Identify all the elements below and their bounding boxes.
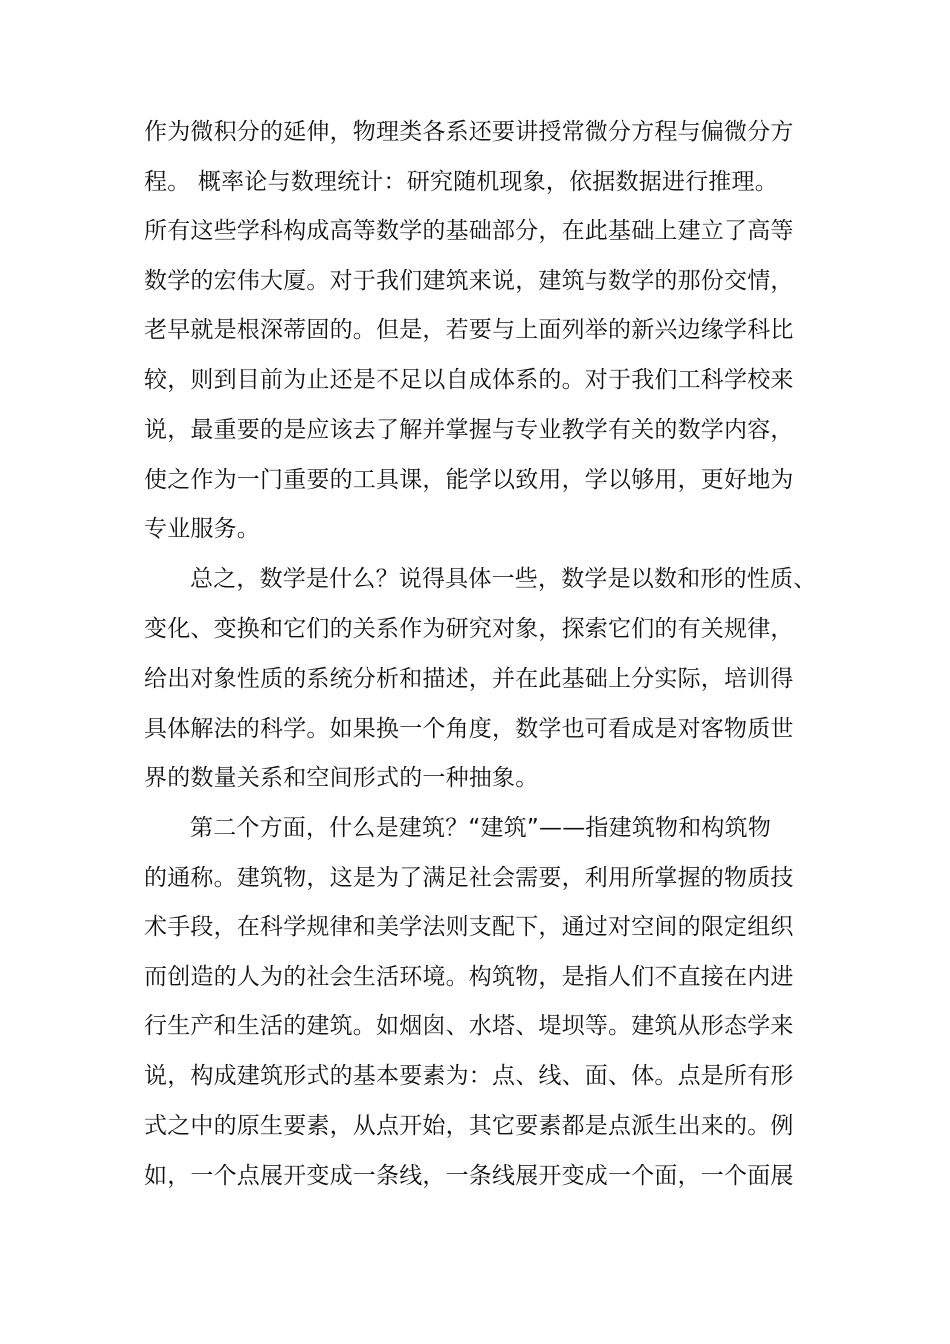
text-line: 界的数量关系和空间形式的一种抽象。 — [144, 765, 539, 791]
text-line: 说，构成建筑形式的基本要素为：点、线、面、体。点是所有形 — [144, 1063, 794, 1089]
text-line: 的通称。建筑物，这是为了满足社会需要，利用所掌握的物质技 — [144, 865, 794, 891]
text-line: 行生产和生活的建筑。如烟囱、水塔、堤坝等。建筑从形态学来 — [144, 1013, 794, 1039]
text-line: 具体解法的科学。如果换一个角度，数学也可看成是对客物质世 — [144, 716, 794, 742]
text-line: 变化、变换和它们的关系作为研究对象，探索它们的有关规律， — [144, 616, 794, 642]
text-line: 术手段，在科学规律和美学法则支配下，通过对空间的限定组织 — [144, 914, 794, 940]
paragraph-first-line: 第二个方面，什么是建筑？“建筑”——指建筑物和构筑物 — [190, 815, 772, 841]
text-line: 数学的宏伟大厦。对于我们建筑来说，建筑与数学的那份交情， — [144, 268, 794, 294]
text-line: 给出对象性质的系统分析和描述，并在此基础上分实际，培训得 — [144, 666, 794, 692]
text-line: 专业服务。 — [144, 516, 260, 542]
text-line: 说，最重要的是应该去了解并掌握与专业教学有关的数学内容， — [144, 417, 794, 443]
text-line: 式之中的原生要素，从点开始，其它要素都是点派生出来的。例 — [144, 1113, 794, 1139]
text-line: 而创造的人为的社会生活环境。构筑物，是指人们不直接在内进 — [144, 964, 794, 990]
text-line: 所有这些学科构成高等数学的基础部分，在此基础上建立了高等 — [144, 218, 794, 244]
text-line: 较，则到目前为止还是不足以自成体系的。对于我们工科学校来 — [144, 367, 794, 393]
text-line: 老早就是根深蒂固的。但是，若要与上面列举的新兴边缘学科比 — [144, 317, 794, 343]
text-line: 使之作为一门重要的工具课，能学以致用，学以够用，更好地为 — [144, 467, 794, 493]
paragraph-first-line: 总之，数学是什么？说得具体一些，数学是以数和形的性质、 — [190, 566, 817, 592]
text-line: 如，一个点展开变成一条线，一条线展开变成一个面，一个面展 — [144, 1163, 794, 1189]
text-line: 程。 概率论与数理统计：研究随机现象，依据数据进行推理。 — [144, 169, 778, 195]
text-line: 作为微积分的延伸，物理类各系还要讲授常微分方程与偏微分方 — [144, 119, 794, 145]
